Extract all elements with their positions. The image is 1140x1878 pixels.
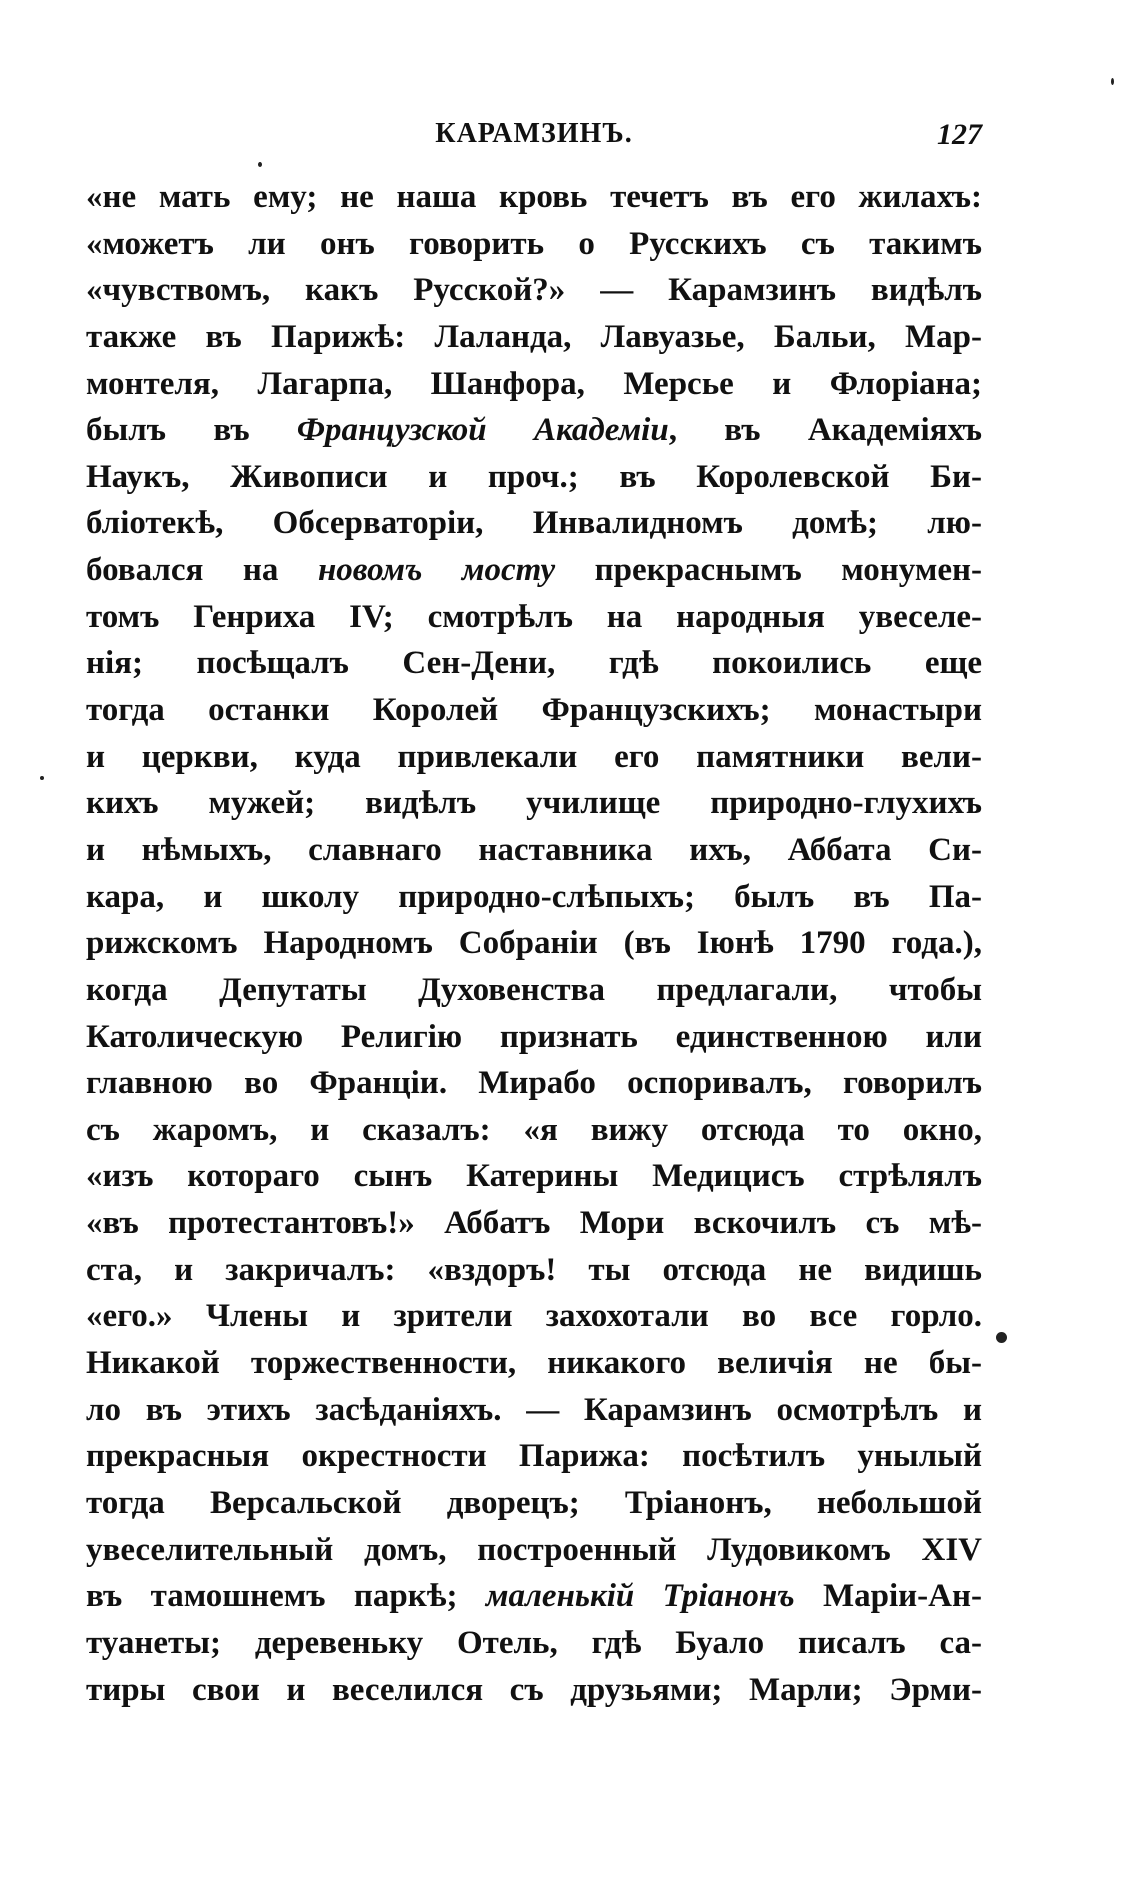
- scan-speck: [258, 162, 262, 167]
- text-line: «чувствомъ, какъ Русской?» — Карамзинъ видѣлъ: [86, 272, 982, 309]
- scan-speck: [996, 1332, 1007, 1343]
- text-segment: бовался на: [86, 552, 318, 589]
- italic-phrase: Французской Академіи: [296, 412, 669, 449]
- text-line: ста, и закричалъ: «вздоръ! ты отсюда не видишь: [86, 1251, 982, 1288]
- text-line: тогда Версальской дворецъ; Тріанонъ, небольшой: [86, 1484, 982, 1521]
- text-line: «въ протестантовъ!» Аббатъ Мори вскочилъ съ мѣ-: [86, 1205, 982, 1242]
- text-line: Католическую Религію признать единственною или: [86, 1018, 982, 1055]
- text-line: томъ Генриха IV; смотрѣлъ на народныя увеселе-: [86, 598, 982, 635]
- text-line: «его.» Члены и зрители захохотали во все горло.: [86, 1298, 982, 1335]
- text-segment: былъ въ: [86, 412, 297, 449]
- text-line: главною во Франціи. Мирабо оспоривалъ, говорилъ: [86, 1065, 982, 1102]
- text-line: и нѣмыхъ, славнаго наставника ихъ, Аббата Си-: [86, 831, 982, 868]
- text-line: [86, 1573, 982, 1620]
- text-line: туанеты; деревеньку Отель, гдѣ Буало писалъ са-: [86, 1624, 982, 1661]
- text-line: съ жаромъ, и сказалъ: «я вижу отсюда то окно,: [86, 1111, 982, 1148]
- text-line: кихъ мужей; видѣлъ училище природно-глухихъ: [86, 785, 982, 822]
- scan-speck: [1111, 78, 1114, 85]
- text-line: рижскомъ Народномъ Собраніи (въ Іюнѣ 1790 года.),: [86, 925, 982, 962]
- text-line: Наукъ, Живописи и проч.; въ Королевской Би-: [86, 458, 982, 495]
- text-line: увеселительный домъ, построенный Лудовикомъ XIV: [86, 1531, 982, 1568]
- text-segment: Маріи-Ан-: [794, 1578, 982, 1615]
- text-line: бліотекѣ, Обсерваторіи, Инвалидномъ домѣ; лю-: [86, 505, 982, 542]
- text-line: [86, 407, 982, 454]
- italic-phrase: маленькій Тріанонъ: [485, 1578, 795, 1615]
- text-segment: прекраснымъ монумен-: [555, 552, 982, 589]
- text-line: монтеля, Лагарпа, Шанфора, Мерсье и Флоріана;: [86, 365, 982, 402]
- scan-speck: [40, 776, 44, 780]
- italic-phrase: новомъ мосту: [317, 552, 556, 589]
- text-segment: въ тамошнемъ паркѣ;: [86, 1578, 486, 1615]
- text-line: [86, 547, 982, 594]
- text-segment: , въ Академіяхъ: [668, 412, 982, 449]
- chapter-title: КАРАМЗИНЪ.: [435, 118, 633, 149]
- text-line: Никакой торжественности, никакого величія не бы-: [86, 1345, 982, 1382]
- text-line: прекрасныя окрестности Парижа: посѣтилъ унылый: [86, 1438, 982, 1475]
- text-line: «не мать ему; не наша кровь течетъ въ его жилахъ:: [86, 179, 982, 215]
- text-line: ло въ этихъ засѣданіяхъ. — Карамзинъ осмотрѣлъ и: [86, 1391, 982, 1428]
- text-line: также въ Парижѣ: Лаланда, Лавуазье, Бальи, Мар-: [86, 318, 982, 355]
- body-text: [86, 174, 982, 1713]
- text-line: «можетъ ли онъ говорить о Русскихъ съ такимъ: [86, 225, 982, 262]
- text-line: нія; посѣщалъ Сен-Дени, гдѣ покоились еще: [86, 645, 982, 682]
- text-line: когда Депутаты Духовенства предлагали, чтобы: [86, 971, 982, 1008]
- text-line: тогда останки Королей Французскихъ; монастыри: [86, 692, 982, 729]
- text-line: и церкви, куда привлекали его памятники вели-: [86, 738, 982, 775]
- running-head: [86, 118, 982, 158]
- text-line: «изъ котораго сынъ Катерины Медицисъ стрѣлялъ: [86, 1158, 982, 1195]
- text-line: тиры свои и веселился съ друзьями; Марли; Эрми-: [86, 1671, 982, 1708]
- page-number: 127: [937, 118, 982, 151]
- text-line: кара, и школу природно-слѣпыхъ; былъ въ Па-: [86, 878, 982, 915]
